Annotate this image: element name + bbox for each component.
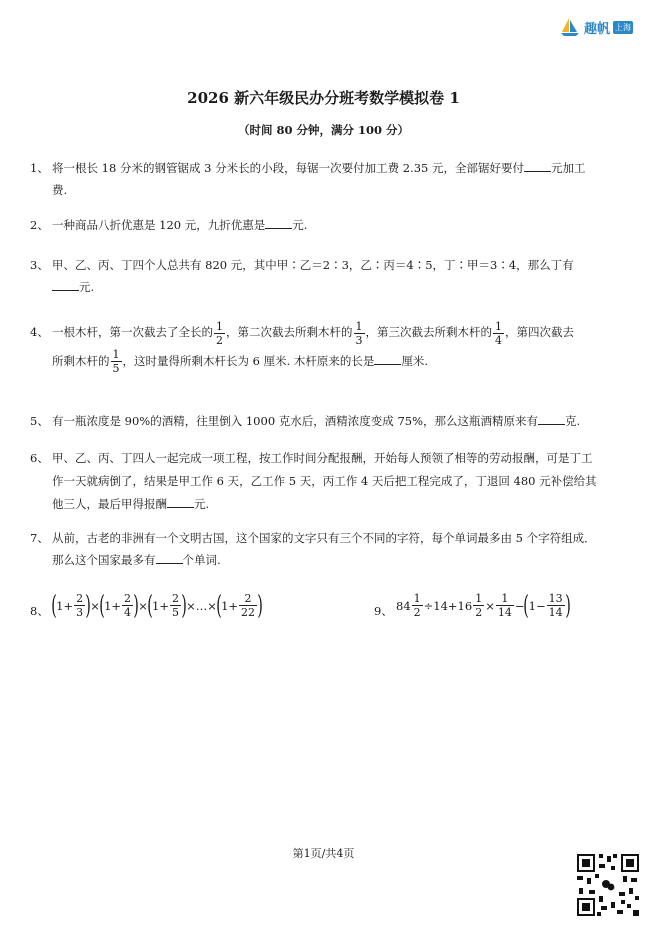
question-8	[30, 590, 342, 621]
sailboat-icon	[559, 16, 581, 38]
math-expression: 84 $\frac{1}{2}$ ÷14+16 $\frac{1}{2}$ × $\frac{1}{14}$ − ( 1 − $\frac{13}{14}$ )	[396, 590, 571, 621]
question-3	[30, 254, 597, 298]
question-text: 元.	[79, 280, 95, 294]
question-number: 3、	[30, 258, 49, 272]
question-text: 一种商品八折优惠是 120 元，九折优惠是	[52, 218, 266, 232]
fraction: $\frac{2}{22}$	[241, 592, 256, 619]
answer-blank[interactable]	[52, 277, 79, 291]
question-2	[30, 214, 597, 236]
question-number: 6、	[30, 451, 49, 465]
question-number: 5、	[30, 414, 49, 428]
brand-badge: 上海	[615, 22, 631, 32]
question-text: 克.	[565, 414, 581, 428]
brand-logo	[559, 16, 633, 38]
fraction: $\frac{2}{3}$	[76, 592, 84, 619]
question-text: 个单词.	[182, 553, 221, 567]
fraction: $\frac{1}{5}$	[112, 348, 120, 375]
math-expression: ( 1 + $\frac{2}{3}$ ) × ( 1 + $\frac{2}{4}$ ) × ( 1 + $\frac{2}{5}$ ) × … × ( 1 + $\frac{2}{22}$ )	[51, 590, 263, 621]
answer-blank[interactable]	[167, 494, 194, 508]
fraction: $\frac{1}{2}$	[216, 319, 223, 347]
question-text: ，第二次截去所剩木杆的	[226, 325, 353, 339]
question-text: ，第四次截去	[505, 325, 574, 339]
fraction: $\frac{2}{4}$	[124, 592, 132, 619]
question-number: 1、	[30, 161, 49, 175]
fraction: $\frac{13}{14}$	[548, 592, 563, 619]
question-text: 将一根长 18 分米的钢管锯成 3 分米长的小段，每锯一次要付加工费 2.35 元，全部锯好要付	[52, 161, 524, 175]
fraction: $\frac{1}{2}$	[475, 592, 483, 619]
question-text: 厘米.	[401, 353, 429, 368]
qr-code-icon	[575, 852, 641, 918]
question-text: 所剩木杆的	[52, 353, 110, 368]
page-number: 第1页/共4页	[292, 847, 355, 860]
question-text: 从前，古老的非洲有一个文明古国，这个国家的文字只有三个不同的字符，每个单词最多由 5 个字符组成．那么这个国家最多有	[52, 531, 596, 567]
answer-blank[interactable]	[524, 158, 551, 172]
question-text: ，这时量得所剩木杆长为 6 厘米. 木杆原来的长是	[122, 353, 375, 368]
question-number: 2、	[30, 218, 49, 232]
question-number: 9、	[374, 604, 393, 618]
question-text: 元.	[292, 218, 308, 232]
question-number: 8、	[30, 604, 49, 618]
question-text: 甲、乙、丙、丁四个人总共有 820 元，其中甲∶乙＝2∶3，乙∶丙＝4∶5，丁∶甲＝3∶4，那么丁有	[52, 258, 574, 272]
page-title: 2026 新六年级民办分班考数学模拟卷 1	[187, 89, 460, 107]
question-6	[30, 447, 597, 516]
question-number: 4、	[30, 325, 49, 339]
answer-blank[interactable]	[265, 215, 292, 229]
answer-blank[interactable]	[538, 411, 565, 425]
fraction: $\frac{1}{2}$	[413, 592, 421, 619]
question-7	[30, 527, 597, 571]
fraction: $\frac{1}{3}$	[355, 319, 363, 347]
question-text: 元加工费.	[52, 161, 586, 197]
question-text: 元.	[194, 497, 210, 511]
question-text: ，第三次截去所剩木杆的	[365, 325, 492, 339]
question-number: 7、	[30, 531, 49, 545]
question-5	[30, 410, 597, 432]
fraction: $\frac{1}{4}$	[495, 319, 502, 347]
fraction: $\frac{1}{14}$	[497, 592, 512, 619]
answer-blank[interactable]	[156, 550, 183, 564]
question-1	[30, 157, 597, 201]
question-4	[30, 318, 597, 375]
page-subtitle: （时间 80 分钟，满分 100 分）	[237, 123, 410, 137]
question-text: 有一瓶浓度是 90%的酒精，往里倒入 1000 克水后，酒精浓度变成 75%，那么这瓶酒精原来有	[52, 414, 539, 428]
answer-blank[interactable]	[374, 351, 401, 365]
question-text: 一根木杆，第一次截去了全长的	[52, 325, 213, 339]
fraction: $\frac{2}{5}$	[171, 592, 179, 619]
question-text: 甲、乙、丙、丁四人一起完成一项工程，按工作时间分配报酬，开始每人预领了相等的劳动报酬，可是丁工作一天就病倒了，结果是甲工作 6 天，乙工作 5 天，丙工作 4 天后把工程完成了，丁退回 480 元补偿给其他三人，最后甲得报酬	[52, 451, 597, 511]
brand-name: 趣帆	[583, 21, 610, 37]
question-9	[374, 590, 596, 621]
